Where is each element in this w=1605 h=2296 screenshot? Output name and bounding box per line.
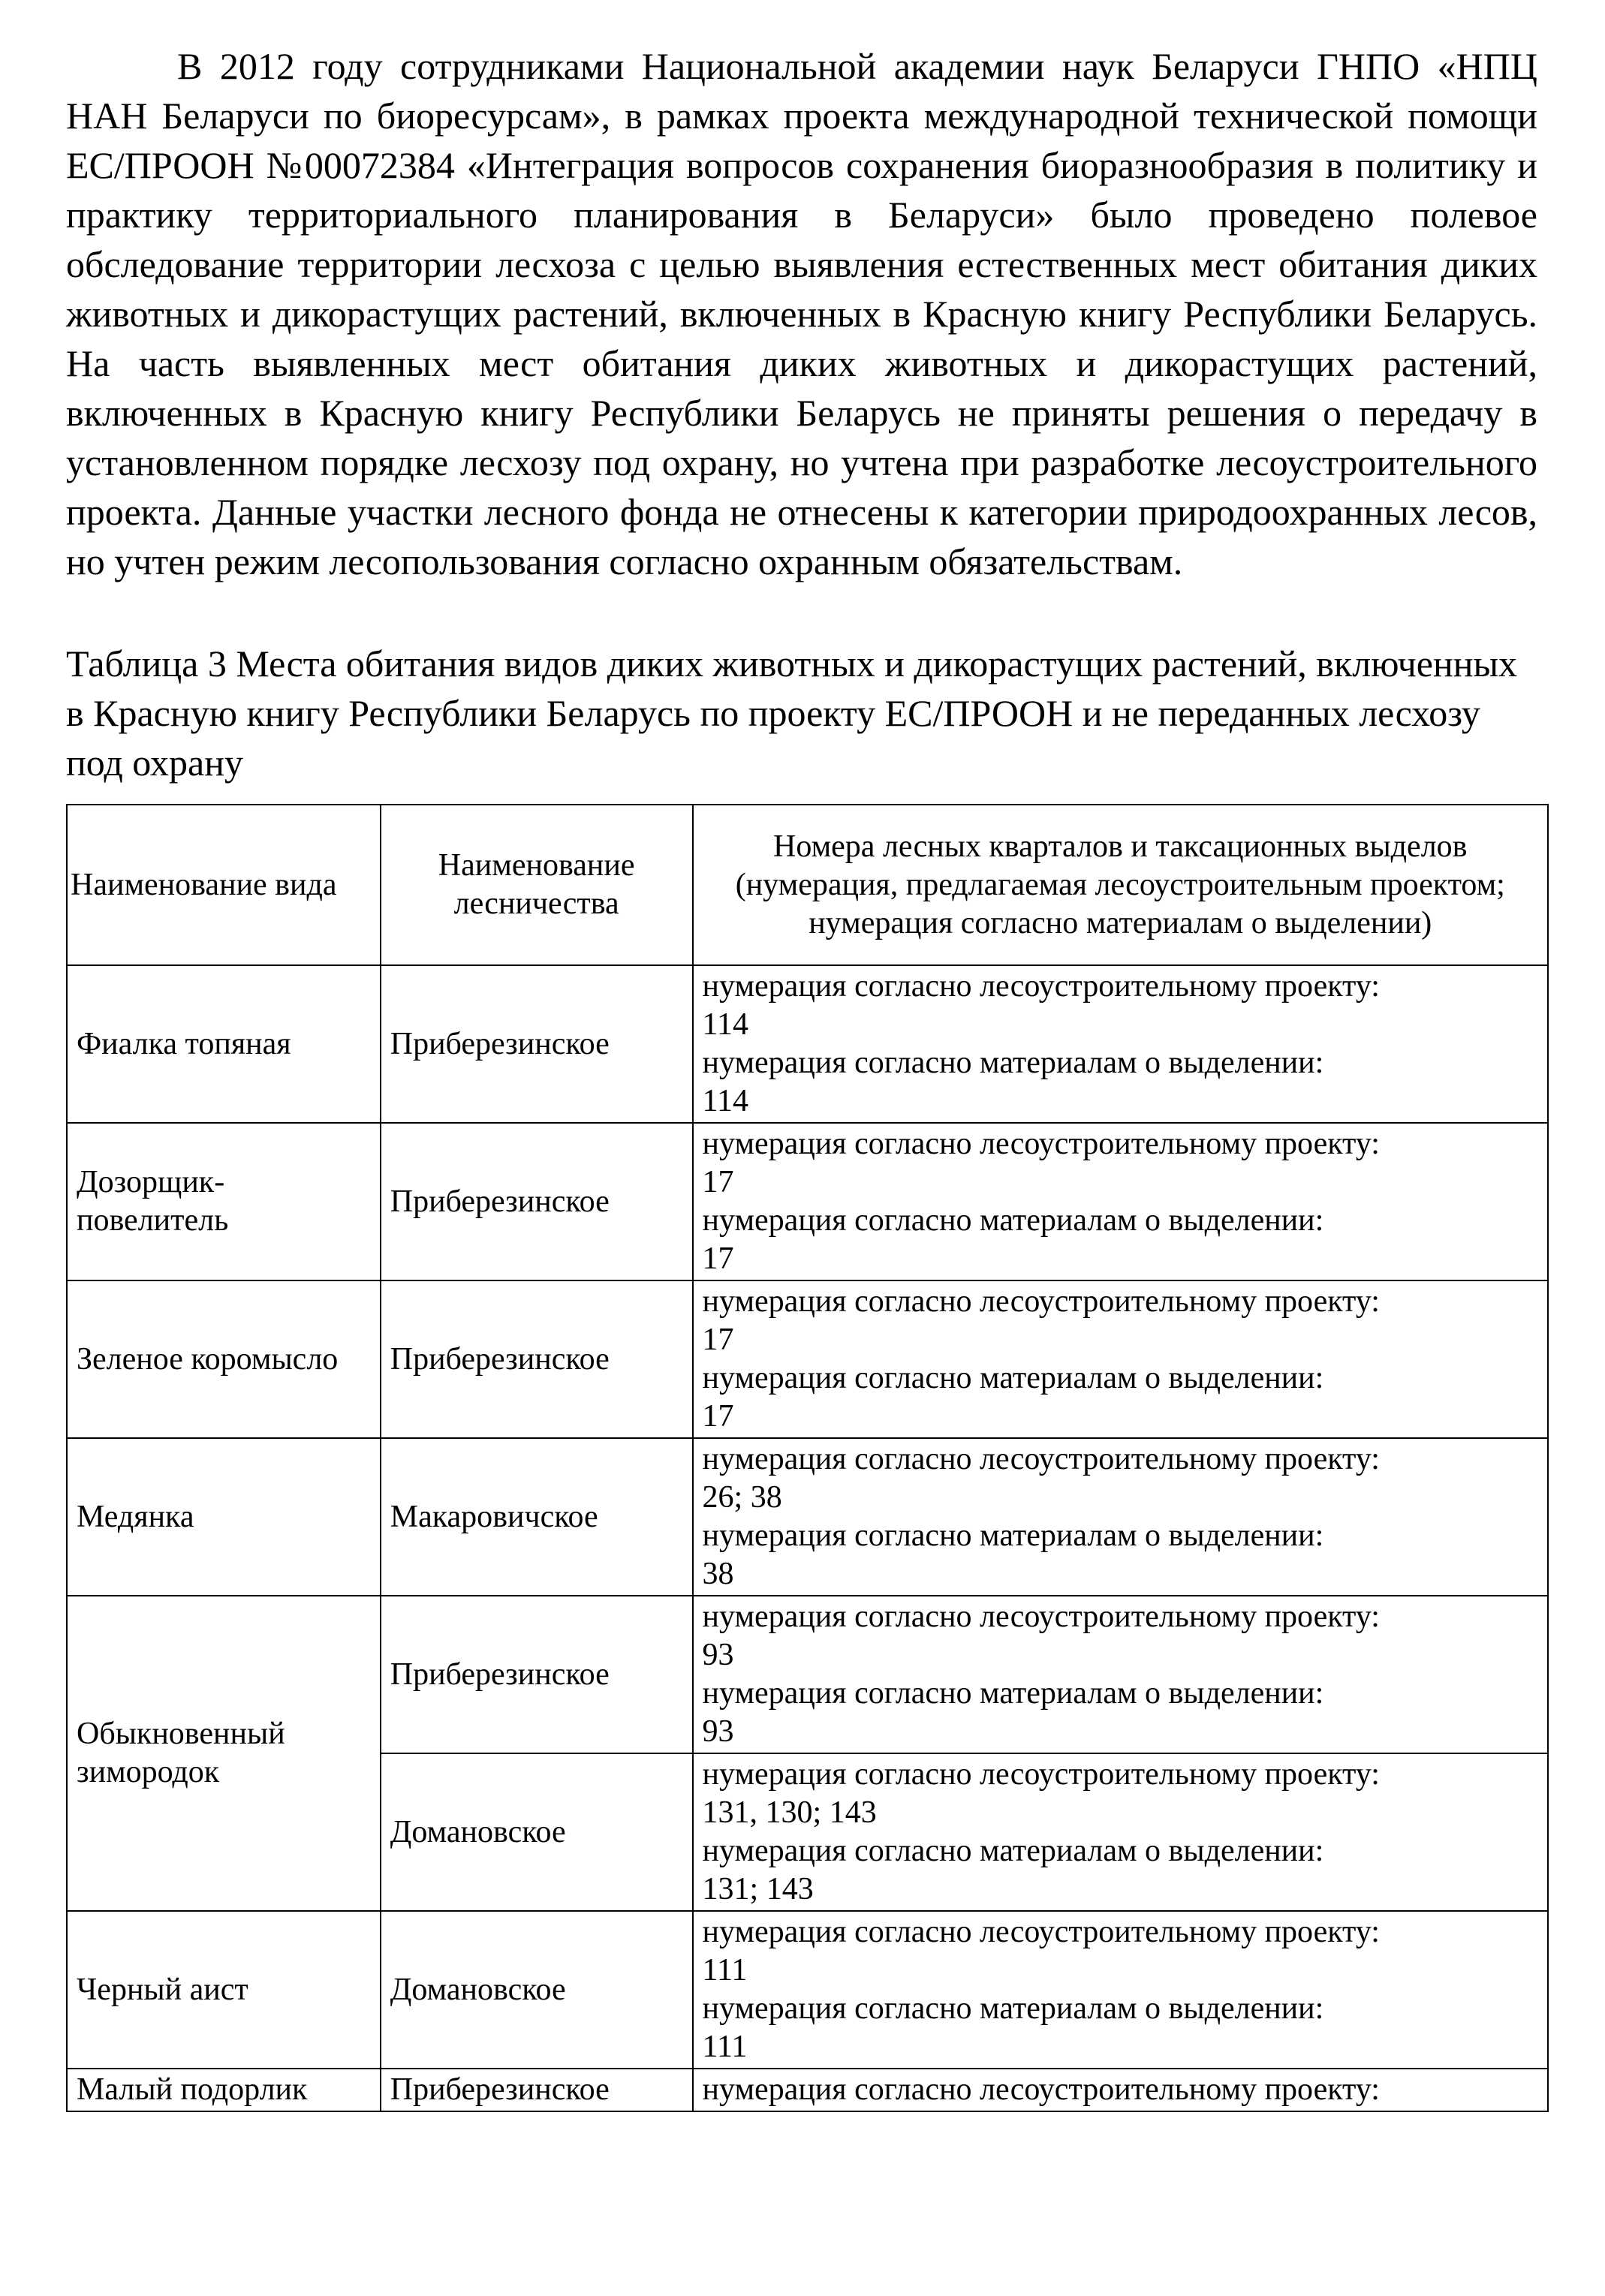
materials-label: нумерация согласно материалам о выделении: <box>702 1834 1324 1868</box>
forestry-cell: Приберезинское <box>381 2069 693 2111</box>
header-forestry: Наименование лесничества <box>381 805 693 965</box>
materials-label: нумерация согласно материалам о выделении: <box>702 1203 1324 1238</box>
project-label: нумерация согласно лесоустроительному проекту: <box>702 969 1380 1004</box>
materials-label: нумерация согласно материалам о выделении: <box>702 1518 1324 1553</box>
project-label: нумерация согласно лесоустроительному проекту: <box>702 1915 1380 1949</box>
table-row <box>67 1438 1548 1596</box>
species-cell: Медянка <box>67 1438 381 1596</box>
table-row <box>67 1911 1548 2069</box>
materials-numbers: 17 <box>702 1241 734 1276</box>
project-numbers: 17 <box>702 1323 734 1357</box>
species-cell: Обыкновенный зимородок <box>67 1596 381 1911</box>
project-label: нумерация согласно лесоустроительному проекту: <box>702 1127 1380 1161</box>
document-page <box>66 41 1537 2112</box>
numbers-cell <box>693 965 1548 1123</box>
forestry-cell: Приберезинское <box>381 965 693 1123</box>
materials-label: нумерация согласно материалам о выделении: <box>702 1676 1324 1711</box>
materials-numbers: 93 <box>702 1714 734 1749</box>
species-cell: Черный аист <box>67 1911 381 2069</box>
project-numbers: 26; 38 <box>702 1480 782 1515</box>
materials-numbers: 38 <box>702 1557 734 1591</box>
project-label: нумерация согласно лесоустроительному проекту: <box>702 1757 1380 1792</box>
project-numbers: 111 <box>702 1953 748 1988</box>
species-cell: Фиалка топяная <box>67 965 381 1123</box>
numbers-cell <box>693 1280 1548 1438</box>
materials-label: нумерация согласно материалам о выделении: <box>702 1991 1324 2026</box>
project-numbers: 93 <box>702 1638 734 1672</box>
header-numbers: Номера лесных кварталов и таксационных выделов (нумерация, предлагаемая лесоустроительным проектом; нумерация согласно материалам о выделении) <box>693 805 1548 965</box>
numbers-cell <box>693 1911 1548 2069</box>
intro-paragraph: В 2012 году сотрудниками Национальной академии наук Беларуси ГНПО «НПЦ НАН Беларуси по биоресурсам», в рамках проекта международной технической помощи ЕС/ПРООН №00072384 «Интеграция вопросов сохранения биоразнообразия в политику и практику территориального планирования в Беларуси» было проведено полевое обследование территории лесхоза с целью выявления естественных мест обитания диких животных и дикорастущих растений, включенных в Красную книгу Республики Беларусь. На часть выявленных мест обитания диких животных и дикорастущих растений, включенных в Красную книгу Республики Беларусь не приняты решения о передачу в установленном порядке лесхозу под охрану, но учтена при разработке лесоустроительного проекта. Данные участки лесного фонда не отнесены к категории природоохранных лесов, но учтен режим лесопользования согласно охранным обязательствам. <box>66 45 1537 582</box>
forestry-cell: Приберезинское <box>381 1596 693 1753</box>
forestry-cell: Приберезинское <box>381 1280 693 1438</box>
table-row <box>67 1123 1548 1280</box>
habitats-table <box>66 804 1549 2112</box>
project-label: нумерация согласно лесоустроительному проекту: <box>702 1284 1380 1319</box>
materials-numbers: 114 <box>702 1084 748 1118</box>
table-row <box>67 2069 1548 2111</box>
species-cell: Зеленое коромысло <box>67 1280 381 1438</box>
numbers-cell <box>693 1438 1548 1596</box>
numbers-cell <box>693 1123 1548 1280</box>
project-numbers: 17 <box>702 1165 734 1199</box>
species-cell: Дозорщик-повелитель <box>67 1123 381 1280</box>
table-header-row <box>67 805 1548 965</box>
materials-numbers: 131; 143 <box>702 1872 814 1906</box>
project-numbers: 131, 130; 143 <box>702 1795 877 1830</box>
numbers-cell <box>693 1596 1548 1753</box>
table-row <box>67 1596 1548 1753</box>
project-label: нумерация согласно лесоустроительному проекту: <box>702 1442 1380 1476</box>
table-row <box>67 1280 1548 1438</box>
project-label: нумерация согласно лесоустроительному проекту: <box>702 1599 1380 1634</box>
table-caption: Таблица 3 Места обитания видов диких животных и дикорастущих растений, включенных в Красную книгу Республики Беларусь по проекту ЕС/ПРООН и не переданных лесхозу под охрану <box>66 642 1518 784</box>
numbers-cell <box>693 1753 1548 1911</box>
materials-label: нумерация согласно материалам о выделении: <box>702 1361 1324 1395</box>
table-row <box>67 965 1548 1123</box>
forestry-cell: Домановское <box>381 1911 693 2069</box>
forestry-cell: Макаровичское <box>381 1438 693 1596</box>
project-label: нумерация согласно лесоустроительному проекту: <box>702 2072 1380 2107</box>
materials-numbers: 17 <box>702 1399 734 1434</box>
project-numbers: 114 <box>702 1007 748 1042</box>
header-species: Наименование вида <box>67 805 381 965</box>
materials-numbers: 111 <box>702 2030 748 2064</box>
species-cell: Малый подорлик <box>67 2069 381 2111</box>
materials-label: нумерация согласно материалам о выделении: <box>702 1046 1324 1080</box>
forestry-cell: Домановское <box>381 1753 693 1911</box>
numbers-cell <box>693 2069 1548 2111</box>
forestry-cell: Приберезинское <box>381 1123 693 1280</box>
